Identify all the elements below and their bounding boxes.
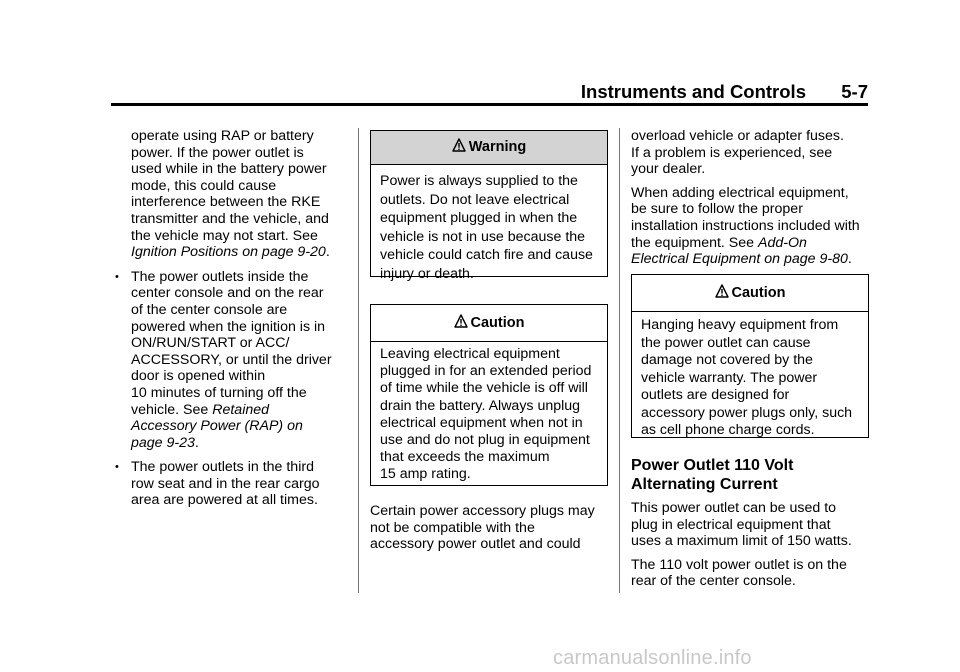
caution-title: Caution xyxy=(731,285,786,301)
ignition-positions-link[interactable]: Ignition Positions on page 9-20 xyxy=(131,244,326,261)
addon-equipment-link-line-2[interactable]: Electrical Equipment on page 9-80 xyxy=(631,251,848,268)
warning-title: Warning xyxy=(468,139,527,155)
section-title: Instruments and Controls xyxy=(580,81,806,102)
page-number: 5-7 xyxy=(841,81,868,102)
rap-link-line-2[interactable]: Accessory Power (RAP) on xyxy=(131,418,303,435)
caution-box-battery xyxy=(370,304,608,486)
section-heading-power-outlet-110v: Power Outlet 110 Volt Alternating Current xyxy=(631,457,794,493)
warning-body: Power is always supplied to the outlets. Do not leave electrical equipment plugged in when the vehicle is not in use because the vehicle could catch fire and cause injury or death. xyxy=(380,173,593,282)
paragraph-plug-compatibility: Certain power accessory plugs may not be compatible with the accessory power outlet and could xyxy=(370,503,595,553)
caution-body: Leaving electrical equipment plugged in for an extended period of time while the vehicle is off will drain the battery. Always unplug electrical equipment when not in use and do not plug in equipment that exceeds the maximum 15 amp rating. xyxy=(380,346,592,483)
bullet-item-console-outlets: • The power outlets inside the center console and on the rear of the center console are powered when the ignition is in ON/RUN/START or ACC/ ACCESSORY, or until the driver door is opened within 10 minutes of turning off the vehicle. See Retained Accessory Power (RAP) on page 9-23. xyxy=(115,268,332,451)
column-3 xyxy=(631,128,871,268)
warning-box xyxy=(370,130,608,282)
rap-link-line-3[interactable]: page 9-23 xyxy=(131,434,195,451)
column-1 xyxy=(113,128,353,509)
rap-link-line-1[interactable]: Retained xyxy=(212,401,270,418)
paragraph-150-watts: This power outlet can be used to plug in electrical equipment that uses a maximum limit of 150 watts. xyxy=(631,500,852,550)
header-rule xyxy=(111,103,868,106)
caution-title: Caution xyxy=(470,315,525,331)
page-header xyxy=(111,81,868,103)
watermark: carmanualsonline.info xyxy=(553,647,752,669)
column-3-lower xyxy=(631,456,871,590)
column-divider-1 xyxy=(358,128,359,593)
column-divider-2 xyxy=(619,128,620,593)
bullet-icon: • xyxy=(115,270,119,283)
caution-header xyxy=(632,275,868,312)
caution-triangle-icon xyxy=(715,284,729,298)
warning-header xyxy=(371,131,607,165)
bullet-icon: • xyxy=(115,461,119,474)
paragraph-adding-equipment: When adding electrical equipment, be sure to follow the proper installation instructions included with the equipment. See Add-On Electrical Equipment on page 9-80. xyxy=(631,184,860,268)
bullet-item-third-row-outlets: • The power outlets in the third row seat and in the rear cargo area are powered at all times. xyxy=(115,459,320,509)
caution-box-heavy-equipment xyxy=(631,274,869,438)
paragraph-outlet-location: The 110 volt power outlet is on the rear of the center console. xyxy=(631,556,847,590)
addon-equipment-link-line-1[interactable]: Add-On xyxy=(758,234,807,251)
warning-triangle-icon xyxy=(452,138,466,152)
caution-triangle-icon xyxy=(454,314,468,328)
paragraph-ram-continued: operate using RAP or battery power. If the power outlet is used while in the battery power mode, this could cause interference between the RKE transmitter and the vehicle, and the vehicle may not start. See Ignition Positions on page 9-20. xyxy=(131,128,330,261)
caution-header xyxy=(371,305,607,342)
caution-body: Hanging heavy equipment from the power outlet can cause damage not covered by the vehicle warranty. The power outlets are designed for accessory power plugs only, such as cell phone charge cords. xyxy=(641,317,853,438)
paragraph-overload-fuses: overload vehicle or adapter fuses. If a problem is experienced, see your dealer. xyxy=(631,128,844,178)
